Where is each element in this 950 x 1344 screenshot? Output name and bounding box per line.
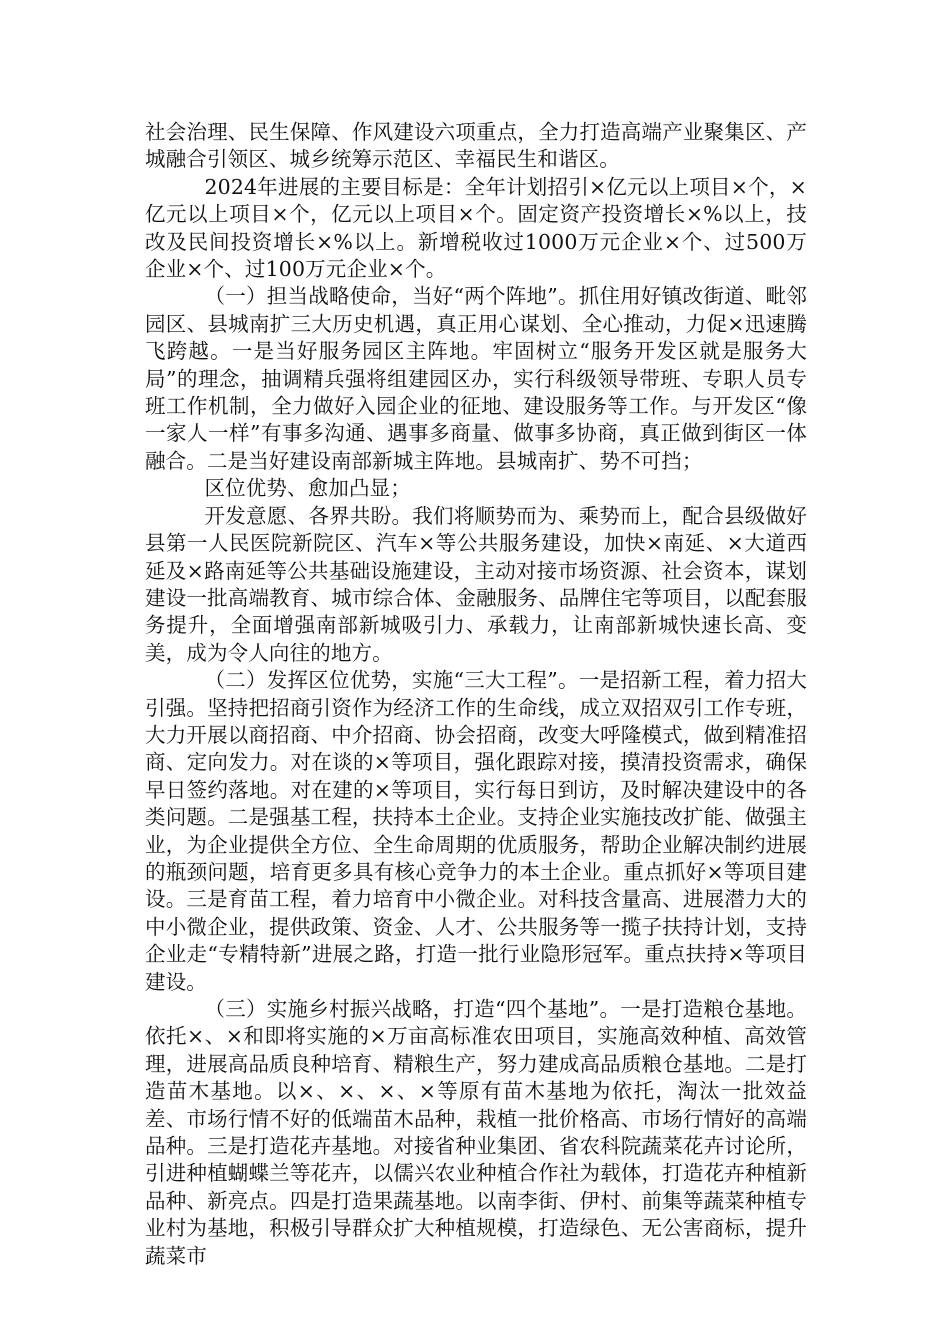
paragraph-4: 区位优势、愈加凸显；	[204, 476, 411, 501]
paragraph-6: （二）发挥区位优势，实施“三大工程”。一是招新工程，着力招大引强。坚持把招商引资作为经济工作的生命线，成立双招双引工作专班，大力开展以商招商、中介招商、协会招商，改变大呼隆模式，做到精准招商、定向发力。对在谈的×等项目，强化跟踪对接，摸清投资需求，确保早日签约落地。对在建的×等项目，实行每日到访，及时解决建设中的各类问题。二是强基工程，扶持本土企业。支持企业实施技改扩能、做强主业，为企业提供全方位、全生命周期的优质服务，帮助企业解决制约进展的瓶颈问题，培育更多具有核心竞争力的本土企业。重点抓好×等项目建设。三是育苗工程，着力培育中小微企业。对科技含量高、进展潜力大的中小微企业，提供政策、资金、人才、公共服务等一揽子扶持计划，支持企业走“专精特新”进展之路，打造一批行业隐形冠军。重点扶持×等项目建设。	[145, 668, 807, 994]
paragraph-7: （三）实施乡村振兴战略，打造“四个基地”。一是打造粮仓基地。依托×、×和即将实施的×万亩高标准农田项目，实施高效种植、高效管理，进展高品质良种培育、精粮生产，努力建成高品质粮仓基地。二是打造苗木基地。以×、×、×、×等原有苗木基地为依托，淘汰一批效益差、市场行情不好的低端苗木品种，栽植一批价格高、市场行情好的高端品种。三是打造花卉基地。对接省种业集团、省农科院蔬菜花卉讨论所，引进种植蝴蝶兰等花卉，以儒兴农业种植合作社为载体，打造花卉种植新品种、新亮点。四是打造果蔬基地。以南李街、伊村、前集等蔬菜种植专业村为基地，积极引导群众扩大种植规模，打造绿色、无公害商标，提升蔬菜市	[145, 997, 807, 1268]
paragraph-1: 社会治理、民生保障、作风建设六项重点，全力打造高端产业聚集区、产城融合引领区、城乡统筹示范区、幸福民生和谐区。	[145, 120, 807, 172]
paragraph-3: （一）担当战略使命，当好“两个阵地”。抓住用好镇改街道、毗邻园区、县城南扩三大历史机遇，真正用心谋划、全心推动，力促×迅速腾飞跨越。一是当好服务园区主阵地。牢固树立“服务开发区就是服务大局”的理念，抽调精兵强将组建园区办，实行科级领导带班、专职人员专班工作机制，全力做好入园企业的征地、建设服务等工作。与开发区“像一家人一样”有事多沟通、遇事多商量、做事多协商，真正做到街区一体融合。二是当好建设南部新城主阵地。县城南扩、势不可挡；	[145, 284, 807, 473]
paragraph-5: 开发意愿、各界共盼。我们将顺势而为、乘势而上，配合县级做好县第一人民医院新院区、汽车×等公共服务建设，加快×南延、×大道西延及×路南延等公共基础设施建设，主动对接市场资源、社会资本，谋划建设一批高端教育、城市综合体、金融服务、品牌住宅等项目，以配套服务提升，全面增强南部新城吸引力、承载力，让南部新城快速长高、变美，成为令人向往的地方。	[145, 503, 807, 665]
paragraph-2: 2024年进展的主要目标是：全年计划招引×亿元以上项目×个，×亿元以上项目×个，亿元以上项目×个。固定资产投资增长×%以上，技改及民间投资增长×%以上。新增税收过1000万元企业×个、过500万企业×个、过100万元企业×个。	[145, 174, 807, 282]
document-body	[145, 119, 807, 1270]
